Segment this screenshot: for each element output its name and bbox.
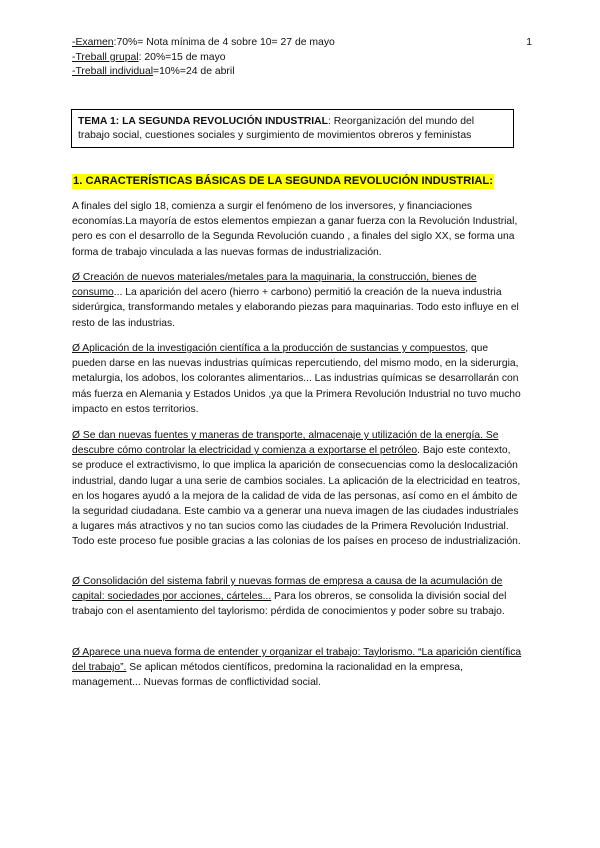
paragraph-underlined: Ø Aplicación de la investigación científica a la producción de sustancias y compuestos (72, 343, 466, 354)
section-heading: 1. CARACTERÍSTICAS BÁSICAS DE LA SEGUNDA REVOLUCIÓN INDUSTRIAL: (73, 175, 493, 187)
header-text: : 20%=15 de mayo (138, 51, 226, 63)
header-line-individual (72, 65, 532, 80)
paragraph-text: , que pueden darse en las nuevas industrias químicas repercutiendo, del mismo modo, en la siderurgia, metalurgia, los adobos, los colorantes alimentarios... Las industrias químicas se desarrollarán con más fuerza en Alemania y Estados Unidos ,ya que la Primera Revolución Industrial no tuvo mucho impacto en estos territorios. (72, 343, 521, 415)
topic-subtitle: : Reorganización del mundo del trabajo social, cuestiones sociales y surgimiento de movimientos obreros y feministas (78, 116, 475, 141)
paragraph-text: A finales del siglo 18, comienza a surgir el fenómeno de los inversores, y financiaciones economías.La mayoría de estos elementos empiezan a ganar fuerza con la Revolución Industrial, pero es con el desarrollo de la Segunda Revolución cuando , a finales del siglo XX, se forma una forma de trabajo vinculada a las nuevas formas de industrialización. (72, 201, 518, 258)
paragraph-text: . Bajo este contexto, se produce el extractivismo, lo que implica la aparición de consecuencias como la deslocalización industrial, dando lugar a una serie de cambios sociales. La aplicación de la electricidad en teatros, en los hogares ayudó a la mejora de la calidad de vida de las personas, así como en el ámbito de la seguridad ciudadana. Este cambio va a generar una nueva imagen de las ciudades industriales a lugares más atractivos y no tan sucios como las ciudades de la Primera Revolución Industrial. Todo este proceso fue posible gracias a las colonias de los países en proceso de industrialización. (72, 445, 521, 548)
paragraph-underlined: Ø Aparece una nueva forma de entender y organizar el trabajo: Taylorismo. “La aparición científica del trabajo”. (72, 647, 522, 674)
paragraph-underlined: Ø Se dan nuevas fuentes y maneras de transporte, almacenaje y utilización de la energía. Se descubre cómo controlar la electricidad y comienza a exportarse el petróleo (72, 430, 499, 457)
paragraph (72, 574, 524, 620)
header-label: -Treball grupal (72, 51, 139, 63)
topic-title: TEMA 1: LA SEGUNDA REVOLUCIÓN INDUSTRIAL (78, 116, 328, 127)
header-line-grupal (72, 51, 532, 66)
paragraph-underlined: Ø Consolidación del sistema fabril y nuevas formas de empresa a causa de la acumulación de capital: sociedades por acciones, cárteles... (72, 576, 503, 603)
page-number: 1 (526, 37, 532, 48)
paragraph-text: ... La aparición del acero (hierro + carbono) permitió la creación de la nueva industria siderúrgica, transformando metales y elaborando piezas para maquinarias. Todo esto influye en el resto de las industrias. (72, 287, 519, 329)
header-text: =10%=24 de abril (153, 66, 235, 77)
header-label: -Treball individual (72, 66, 154, 77)
paragraph (72, 341, 524, 417)
paragraph (72, 428, 524, 550)
header-label: -Examen (72, 37, 114, 48)
topic-box (71, 109, 514, 148)
paragraph (72, 270, 524, 331)
paragraph-text: Para los obreros, se consolida la división social del trabajo con el asentamiento del taylorismo: pérdida de conocimientos y poder sobre su trabajo. (72, 591, 507, 618)
paragraph (72, 645, 524, 691)
header-line-examen (72, 36, 532, 51)
header-text: :70%= Nota mínima de 4 sobre 10= 27 de mayo (113, 37, 335, 48)
paragraph-text: Se aplican métodos científicos, predomina la racionalidad en la empresa, management... Nuevas formas de conflictividad social. (72, 662, 463, 689)
paragraph-underlined: Ø Creación de nuevos materiales/metales para la maquinaria, la construcción, bienes de consumo (72, 272, 477, 299)
evaluation-header (72, 36, 532, 80)
paragraph (72, 199, 524, 260)
